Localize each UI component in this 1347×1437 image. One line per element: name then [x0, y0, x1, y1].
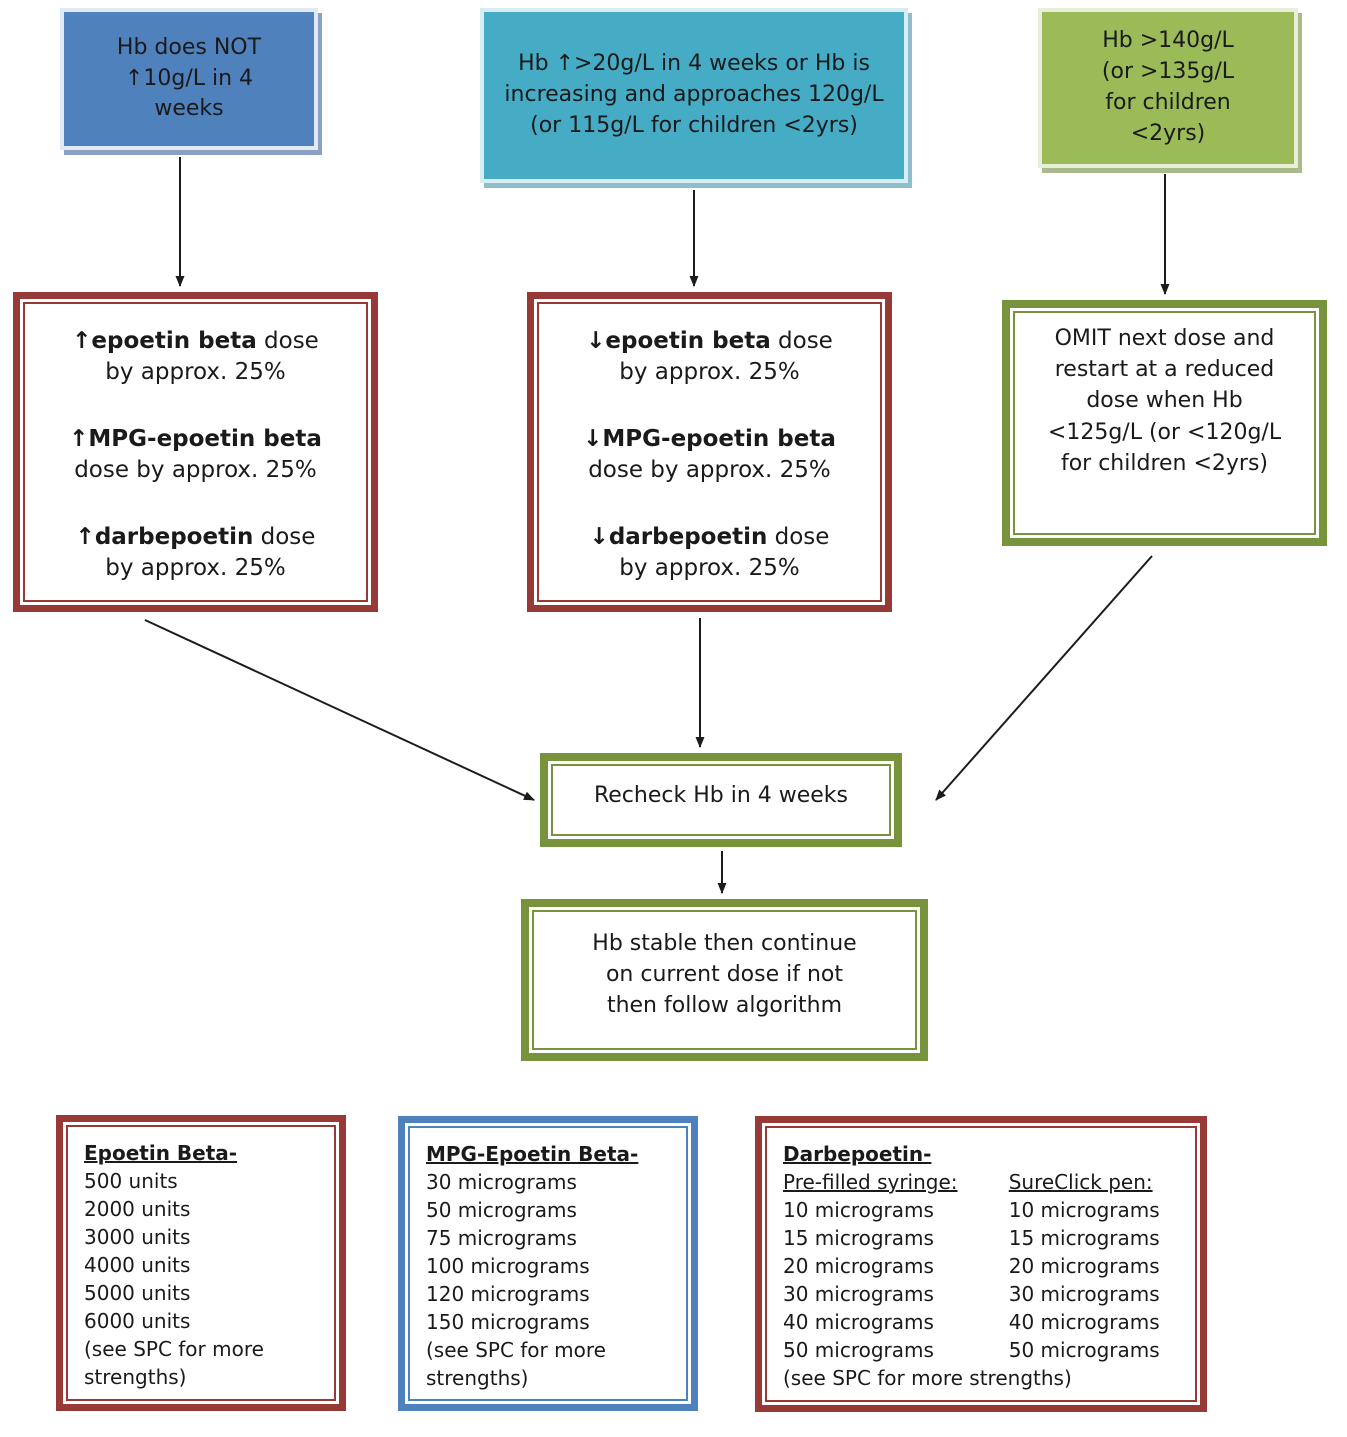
- list-item: 20 micrograms: [1008, 1254, 1160, 1278]
- epoetin-beta-strengths-box: [56, 1115, 346, 1411]
- list-item: 4000 units: [84, 1253, 191, 1277]
- list-item: 75 micrograms: [426, 1226, 577, 1250]
- increase-epoetin-beta: ↑epoetin beta dose by approx. 25%: [72, 328, 319, 386]
- list-item: 3000 units: [84, 1225, 191, 1249]
- list-item: 120 micrograms: [426, 1282, 590, 1306]
- condition-box-high-hb: [1038, 8, 1298, 168]
- omit-dose-box: [1002, 300, 1327, 546]
- arrow-omit-to-recheck: [936, 556, 1152, 800]
- list-item: 30 micrograms: [783, 1282, 934, 1306]
- sureclick-pen-header: SureClick pen:: [1008, 1170, 1153, 1194]
- decrease-epoetin-beta: ↓epoetin beta dose by approx. 25%: [586, 328, 833, 386]
- recheck-box: [540, 753, 902, 847]
- condition-fast-rise-text: Hb ↑>20g/L in 4 weeks or Hb is increasing and approaches 120g/L (or 115g/L for children <2yrs): [504, 51, 884, 138]
- condition-box-fast-rise: [480, 8, 908, 183]
- list-item: 10 micrograms: [1008, 1198, 1160, 1222]
- decrease-dose-box: [527, 292, 892, 612]
- condition-no-rise-text: Hb does NOT ↑10g/L in 4 weeks: [116, 34, 262, 122]
- epoetin-beta-note: (see SPC for more strengths): [84, 1337, 264, 1389]
- decrease-mpg-epoetin-beta: ↓MPG-epoetin beta dose by approx. 25%: [583, 426, 836, 484]
- mpg-epoetin-beta-note: (see SPC for more strengths): [426, 1338, 606, 1390]
- list-item: 40 micrograms: [783, 1310, 934, 1334]
- mpg-epoetin-beta-strengths-box: [398, 1116, 698, 1411]
- darbepoetin-strengths-box: [755, 1116, 1207, 1412]
- stable-box: [521, 899, 928, 1061]
- list-item: 100 micrograms: [426, 1254, 590, 1278]
- increase-mpg-epoetin-beta: ↑MPG-epoetin beta dose by approx. 25%: [69, 426, 322, 484]
- list-item: 30 micrograms: [426, 1170, 577, 1194]
- condition-high-hb-text: Hb >140g/L (or >135g/L for children <2yrs): [1101, 28, 1235, 146]
- list-item: 500 units: [84, 1169, 178, 1193]
- mpg-epoetin-beta-list: [426, 1168, 670, 1336]
- darbepoetin-title: Darbepoetin-: [783, 1142, 932, 1166]
- omit-dose-text: OMIT next dose and restart at a reduced dose when Hb <125g/L (or <120g/L for children <2yrs): [1047, 326, 1282, 476]
- mpg-epoetin-beta-title: MPG-Epoetin Beta-: [426, 1142, 639, 1166]
- epoetin-beta-list: [84, 1167, 318, 1335]
- list-item: 15 micrograms: [1008, 1226, 1160, 1250]
- decrease-darbepoetin: ↓darbepoetin dose by approx. 25%: [589, 524, 830, 582]
- recheck-text: Recheck Hb in 4 weeks: [593, 783, 849, 808]
- list-item: 20 micrograms: [783, 1254, 934, 1278]
- darbepoetin-note: (see SPC for more strengths): [783, 1366, 1072, 1390]
- prefilled-syringe-header: Pre-filled syringe:: [783, 1170, 958, 1194]
- list-item: 10 micrograms: [783, 1198, 934, 1222]
- stable-text: Hb stable then continue on current dose if not then follow algorithm: [592, 931, 857, 1019]
- list-item: 50 micrograms: [426, 1198, 577, 1222]
- list-item: 15 micrograms: [783, 1226, 934, 1250]
- list-item: 2000 units: [84, 1197, 191, 1221]
- arrow-increase-to-recheck: [145, 620, 534, 800]
- condition-box-no-rise: [60, 8, 318, 150]
- increase-darbepoetin: ↑darbepoetin dose by approx. 25%: [75, 524, 316, 582]
- list-item: 50 micrograms: [1008, 1338, 1160, 1362]
- list-item: 6000 units: [84, 1309, 191, 1333]
- list-item: 5000 units: [84, 1281, 191, 1305]
- darbepoetin-columns: [783, 1168, 1179, 1364]
- list-item: 30 micrograms: [1008, 1282, 1160, 1306]
- increase-dose-box: [13, 292, 378, 612]
- list-item: 40 micrograms: [1008, 1310, 1160, 1334]
- list-item: 50 micrograms: [783, 1338, 934, 1362]
- epoetin-beta-title: Epoetin Beta-: [84, 1141, 238, 1165]
- list-item: 150 micrograms: [426, 1310, 590, 1334]
